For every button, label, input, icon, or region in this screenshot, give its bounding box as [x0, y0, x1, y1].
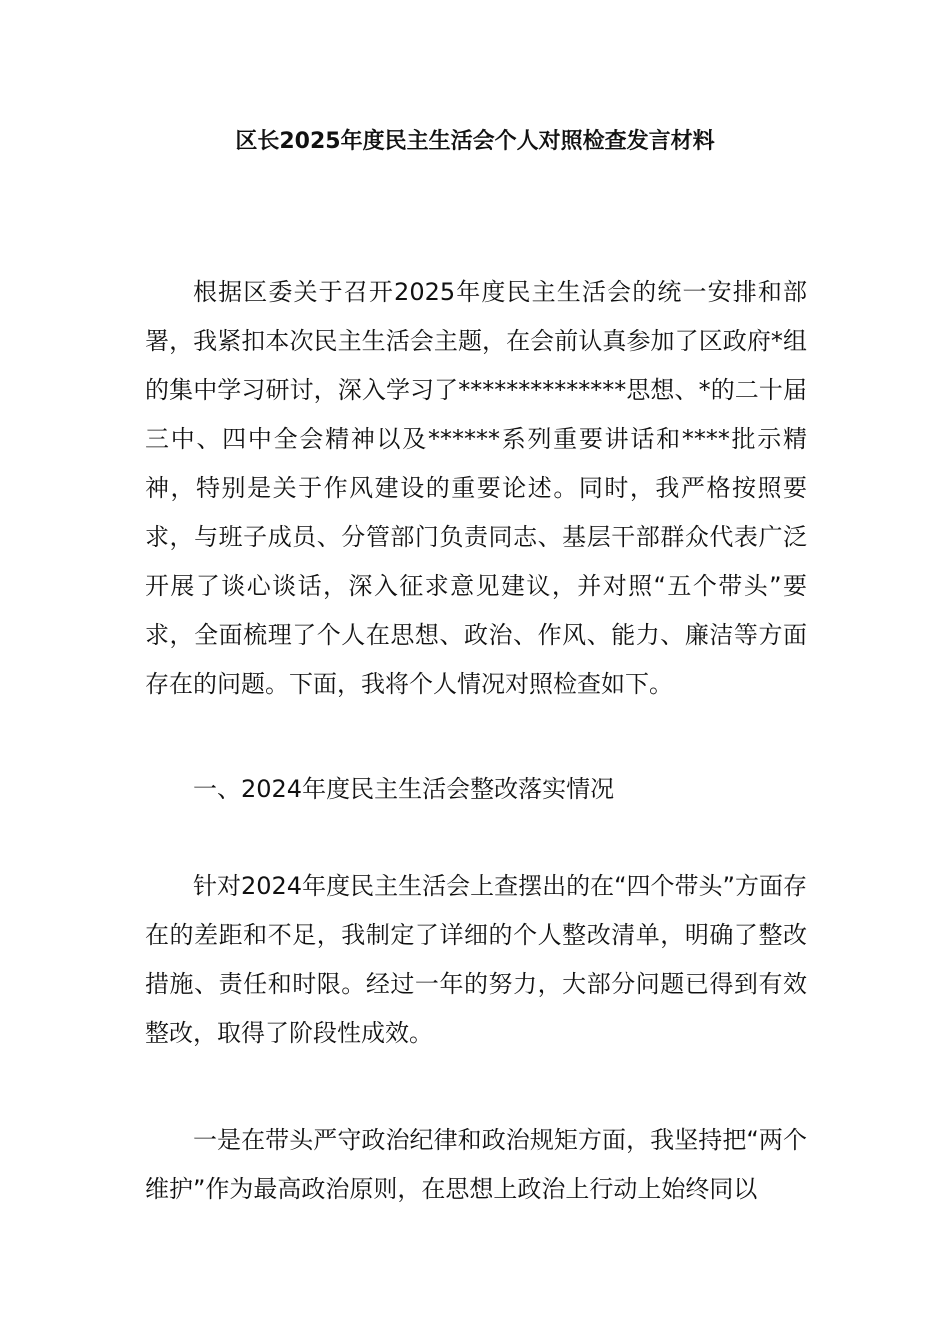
section-heading-1: 一、2024年度民主生活会整改落实情况: [193, 775, 615, 803]
section-1-point-1: 一是在带头严守政治纪律和政治规矩方面，我坚持把“两个维护”作为最高政治原则，在思想上政治上行动上始终同以: [145, 1126, 807, 1203]
document-title: 区长2025年度民主生活会个人对照检查发言材料: [235, 129, 715, 154]
section-1-paragraph: 针对2024年度民主生活会上查摆出的在“四个带头”方面存在的差距和不足，我制定了详细的个人整改清单，明确了整改措施、责任和时限。经过一年的努力，大部分问题已得到有效整改，取得了阶段性成效。: [145, 872, 807, 1047]
intro-paragraph: 根据区委关于召开2025年度民主生活会的统一安排和部署，我紧扣本次民主生活会主题，在会前认真参加了区政府*组的集中学习研讨，深入学习了**************思想、*的二十届三中、四中全会精神以及******系列重要讲话和****批示精神，特别是关于作风建设的重要论述。同时，我严格按照要求，与班子成员、分管部门负责同志、基层干部群众代表广泛开展了谈心谈话，深入征求意见建议，并对照“五个带头”要求，全面梳理了个人在思想、政治、作风、能力、廉洁等方面存在的问题。下面，我将个人情况对照检查如下。: [145, 278, 807, 698]
